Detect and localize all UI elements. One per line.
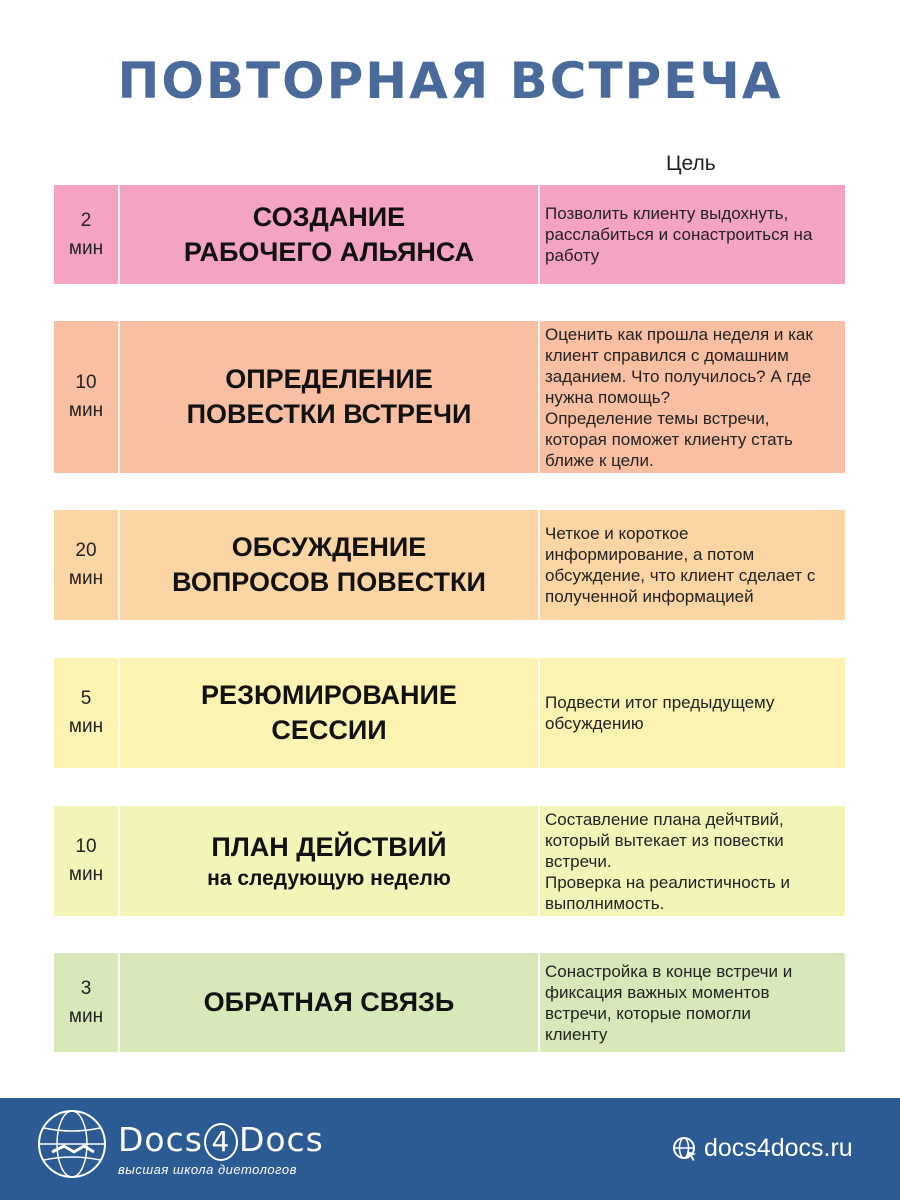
table-row [54, 806, 845, 916]
table-row [54, 321, 845, 473]
goal-cell: Четкое и короткое информирование, а потом обсуждение, что клиент сделает с полученной информацией [545, 524, 816, 606]
stage-title: РЕЗЮМИРОВАНИЕ СЕССИИ [201, 680, 457, 745]
time-value: 20 [75, 540, 97, 561]
stage-title: ОБСУЖДЕНИЕ ВОПРОСОВ ПОВЕСТКИ [172, 532, 486, 597]
brand-logo-text [118, 1120, 324, 1161]
website-link[interactable] [672, 1134, 853, 1163]
stage-cell [120, 953, 540, 1052]
stage-title: ПЛАН ДЕЙСТВИЙ [211, 831, 447, 862]
time-unit: мин [68, 400, 104, 421]
time-unit: мин [68, 864, 104, 885]
goal-cell: Сонастройка в конце встречи и фиксация важных моментов встречи, которые помогли клиенту [545, 961, 793, 1044]
stage-title: ОПРЕДЕЛЕНИЕ ПОВЕСТКИ ВСТРЕЧИ [186, 364, 472, 429]
time-cell [54, 321, 120, 473]
time-unit: мин [68, 237, 104, 259]
goal-cell: Подвести итог предыдущему обсуждению [545, 693, 775, 733]
brand-four: 4 [204, 1123, 238, 1161]
globe-icon [672, 1136, 698, 1162]
time-unit: мин [68, 1005, 104, 1027]
time-unit: мин [68, 568, 104, 589]
page-title: ПОВТОРНАЯ ВСТРЕЧА [117, 52, 783, 110]
stage-cell [120, 510, 540, 620]
time-value: 5 [80, 688, 92, 709]
stage-subtitle: на следующую неделю [207, 866, 451, 890]
goal-cell: Составление плана дейчтвий, который вытекает из повестки встречи. Проверка на реалистичность и выполнимость. [545, 809, 791, 913]
time-value: 2 [80, 209, 92, 231]
footer-bar [0, 1098, 900, 1200]
goal-cell: Позволить клиенту выдохнуть, расслабиться и сонастроиться на работу [545, 204, 813, 265]
globe-handshake-logo-icon [36, 1108, 108, 1180]
time-cell [54, 806, 120, 916]
table-row [54, 185, 845, 284]
time-value: 3 [80, 977, 92, 999]
website-url[interactable]: docs4docs.ru [704, 1134, 853, 1162]
table-row [54, 953, 845, 1052]
brand-left: Docs [118, 1120, 203, 1159]
time-value: 10 [75, 372, 97, 393]
stage-cell [120, 806, 540, 916]
stage-cell [120, 321, 540, 473]
stage-cell [120, 185, 540, 284]
time-cell [54, 510, 120, 620]
brand-right: Docs [238, 1120, 324, 1159]
time-cell [54, 658, 120, 768]
time-cell [54, 953, 120, 1052]
goal-column-header: Цель [666, 152, 716, 175]
stage-title: СОЗДАНИЕ РАБОЧЕГО АЛЬЯНСА [183, 201, 475, 267]
time-cell [54, 185, 120, 284]
table-row [54, 510, 845, 620]
goal-cell: Оценить как прошла неделя и как клиент справился с домашним заданием. Что получилось? А где нужна помощь? Определение темы встречи, которая поможет клиенту стать ближе к цели. [545, 324, 813, 470]
table-row [54, 658, 845, 768]
stage-cell [120, 658, 540, 768]
brand-tagline: высшая школа диетологов [118, 1162, 297, 1177]
time-unit: мин [68, 716, 104, 737]
stage-title: ОБРАТНАЯ СВЯЗЬ [203, 987, 455, 1017]
time-value: 10 [75, 836, 97, 857]
